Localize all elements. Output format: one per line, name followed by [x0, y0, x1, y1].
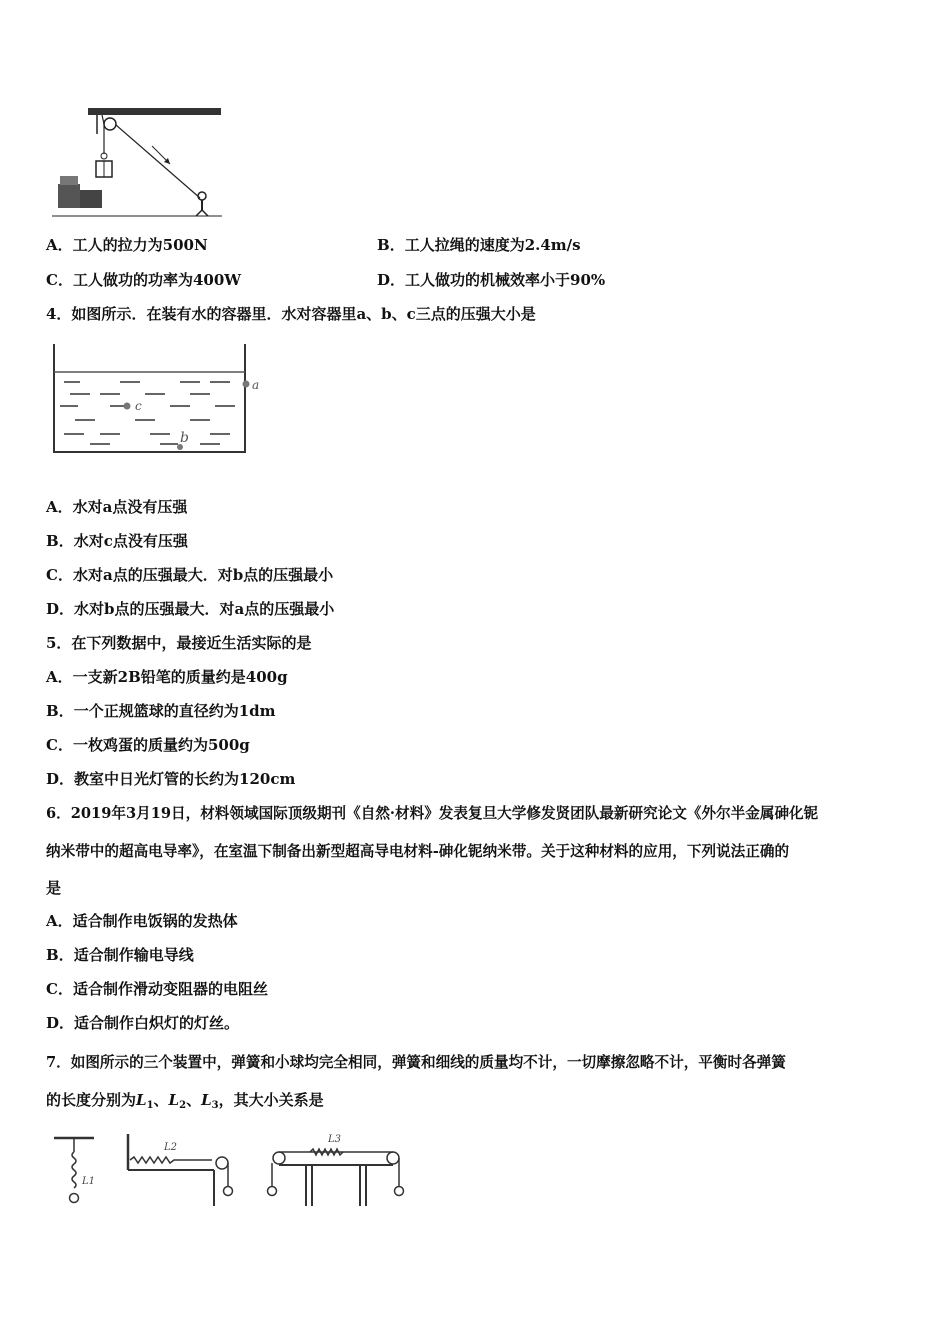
- svg-text:b: b: [180, 430, 189, 446]
- pulley-figure: [52, 106, 232, 222]
- q6-stem-line1: 6．2019年3月19日，材料领域国际顶级期刊《自然·材料》发表复旦大学修发贤团队最新研究论文《外尔半金属砷化铌: [46, 805, 819, 822]
- q5-stem: 5．在下列数据中，最接近生活实际的是: [46, 634, 312, 652]
- q3-option-d: D．工人做功的机械效率小于90%: [377, 271, 606, 289]
- q3-option-b: B．工人拉绳的速度为2.4m/s: [377, 236, 581, 254]
- svg-text:c: c: [135, 399, 142, 413]
- q3-option-c: C．工人做功的功率为400W: [46, 271, 242, 289]
- q5-option-d: D．教室中日光灯管的长约为120cm: [46, 770, 296, 788]
- q6-option-d: D．适合制作白炽灯的灯丝。: [46, 1014, 240, 1032]
- q6-option-b: B．适合制作输电导线: [46, 946, 194, 964]
- q3-option-a: A．工人的拉力为500N: [46, 236, 208, 254]
- q4-option-b: B．水对c点没有压强: [46, 532, 188, 550]
- spring-devices-figure: [48, 1128, 418, 1210]
- svg-text:a: a: [252, 378, 260, 392]
- q4-option-d: D．水对b点的压强最大．对a点的压强最小: [46, 600, 335, 618]
- q6-option-a: A．适合制作电饭锅的发热体: [46, 912, 238, 930]
- svg-text:L3: L3: [328, 1134, 342, 1145]
- q5-option-c: C．一枚鸡蛋的质量约为500g: [46, 736, 250, 754]
- svg-text:L1: L1: [82, 1176, 96, 1187]
- q5-option-a: A．一支新2B铅笔的质量约是400g: [46, 668, 288, 686]
- q4-option-a: A．水对a点没有压强: [46, 498, 188, 516]
- q5-option-b: B．一个正规篮球的直径约为1dm: [46, 702, 276, 720]
- svg-text:L2: L2: [164, 1142, 178, 1153]
- q6-stem-line2: 纳米带中的超高电导率》，在室温下制备出新型超高导电材料-砷化铌纳米带。关于这种材料的应用，下列说法正确的: [46, 843, 790, 860]
- q7-stem-line2: 的长度分别为$L_1$、$L_2$、$L_3$，其大小关系是: [46, 1091, 324, 1111]
- q6-stem-line3: 是: [46, 879, 62, 897]
- q7-stem-line1: 7．如图所示的三个装置中，弹簧和小球均完全相同，弹簧和细线的质量均不计，一切摩擦忽略不计，平衡时各弹簧: [46, 1054, 786, 1071]
- q4-option-c: C．水对a点的压强最大．对b点的压强最小: [46, 566, 334, 584]
- q6-option-c: C．适合制作滑动变阻器的电阻丝: [46, 980, 268, 998]
- water-container-figure: [50, 342, 270, 458]
- q4-stem: 4．如图所示．在装有水的容器里．水对容器里a、b、c三点的压强大小是: [46, 305, 536, 323]
